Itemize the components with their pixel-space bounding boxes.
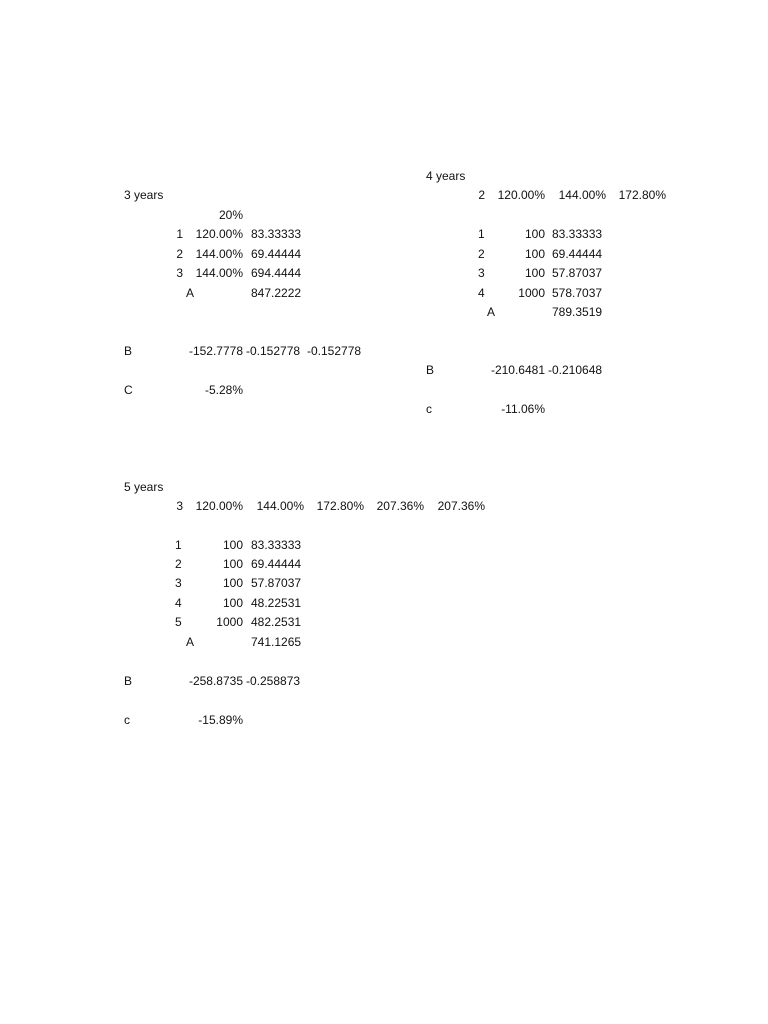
four-years-row-2-val: 69.44444 bbox=[552, 247, 603, 261]
three-years-c-label: C bbox=[124, 383, 133, 397]
three-years-c-value: -5.28% bbox=[204, 383, 243, 397]
five-years-row-1-amt: 100 bbox=[222, 538, 243, 552]
four-years-row-3-amt: 100 bbox=[524, 266, 545, 280]
four-years-row-3-n: 3 bbox=[478, 266, 485, 280]
four-years-b-value-1: -210.6481 bbox=[490, 363, 545, 377]
three-years-row-2-val: 69.44444 bbox=[251, 247, 302, 261]
five-years-row-5-amt: 1000 bbox=[216, 615, 243, 629]
five-years-title: 5 years bbox=[124, 480, 164, 494]
four-years-header-4: 172.80% bbox=[618, 188, 666, 202]
four-years-header-1: 2 bbox=[478, 188, 485, 202]
four-years-title: 4 years bbox=[426, 169, 466, 183]
five-years-header-4: 172.80% bbox=[316, 499, 364, 513]
five-years-header-1: 3 bbox=[176, 499, 183, 513]
three-years-row-2-pct: 144.00% bbox=[195, 247, 243, 261]
five-years-row-2-amt: 100 bbox=[222, 557, 243, 571]
four-years-header-3: 144.00% bbox=[558, 188, 606, 202]
five-years-a-label: A bbox=[186, 635, 195, 649]
five-years-row-4-n: 4 bbox=[175, 596, 182, 610]
four-years-row-1-n: 1 bbox=[478, 227, 485, 241]
five-years-row-5-n: 5 bbox=[175, 615, 182, 629]
five-years-row-2-val: 69.44444 bbox=[251, 557, 302, 571]
three-years-b-label: B bbox=[124, 344, 133, 358]
five-years-header-5: 207.36% bbox=[376, 499, 424, 513]
three-years-row-1-val: 83.33333 bbox=[251, 227, 302, 241]
three-years-row-3-n: 3 bbox=[176, 266, 183, 280]
five-years-header-2: 120.00% bbox=[195, 499, 243, 513]
four-years-row-3-val: 57.87037 bbox=[552, 266, 603, 280]
three-years-title: 3 years bbox=[124, 188, 164, 202]
four-years-b-label: B bbox=[426, 363, 435, 377]
five-years-header-3: 144.00% bbox=[256, 499, 304, 513]
five-years-row-4-val: 48.22531 bbox=[251, 596, 302, 610]
five-years-row-3-val: 57.87037 bbox=[251, 576, 302, 590]
five-years-row-4-amt: 100 bbox=[222, 596, 243, 610]
four-years-header-2: 120.00% bbox=[497, 188, 545, 202]
three-years-a-label: A bbox=[186, 286, 195, 300]
three-years-row-1-pct: 120.00% bbox=[195, 227, 243, 241]
five-years-b-value-2: -0.258873 bbox=[246, 674, 301, 688]
three-years-rate: 20% bbox=[218, 208, 243, 222]
three-years-b-value-3: -0.152778 bbox=[307, 344, 362, 358]
five-years-row-5-val: 482.2531 bbox=[251, 615, 302, 629]
five-years-row-1-val: 83.33333 bbox=[251, 538, 302, 552]
five-years-c-value: -15.89% bbox=[198, 713, 243, 727]
four-years-row-4-val: 578.7037 bbox=[552, 286, 603, 300]
five-years-row-1-n: 1 bbox=[175, 538, 182, 552]
four-years-row-2-amt: 100 bbox=[524, 247, 545, 261]
four-years-row-4-amt: 1000 bbox=[518, 286, 545, 300]
five-years-b-label: B bbox=[124, 674, 133, 688]
four-years-row-1-amt: 100 bbox=[524, 227, 545, 241]
four-years-row-4-n: 4 bbox=[478, 286, 485, 300]
three-years-b-value-1: -152.7778 bbox=[188, 344, 243, 358]
four-years-row-1-val: 83.33333 bbox=[552, 227, 603, 241]
four-years-row-2-n: 2 bbox=[478, 247, 485, 261]
four-years-c-label: c bbox=[426, 402, 432, 416]
four-years-b-value-2: -0.210648 bbox=[548, 363, 603, 377]
three-years-b-value-2: -0.152778 bbox=[246, 344, 301, 358]
three-years-row-3-pct: 144.00% bbox=[195, 266, 243, 280]
five-years-row-3-n: 3 bbox=[175, 576, 182, 590]
three-years-row-3-val: 694.4444 bbox=[251, 266, 302, 280]
four-years-c-value: -11.06% bbox=[501, 402, 545, 416]
three-years-a-value: 847.2222 bbox=[251, 286, 302, 300]
five-years-b-value-1: -258.8735 bbox=[188, 674, 243, 688]
five-years-c-label: c bbox=[124, 713, 130, 727]
four-years-a-value: 789.3519 bbox=[552, 305, 603, 319]
three-years-row-2-n: 2 bbox=[176, 247, 183, 261]
four-years-a-label: A bbox=[487, 305, 496, 319]
five-years-header-6: 207.36% bbox=[437, 499, 485, 513]
five-years-row-2-n: 2 bbox=[175, 557, 182, 571]
five-years-a-value: 741.1265 bbox=[251, 635, 302, 649]
three-years-row-1-n: 1 bbox=[176, 227, 183, 241]
five-years-row-3-amt: 100 bbox=[222, 576, 243, 590]
